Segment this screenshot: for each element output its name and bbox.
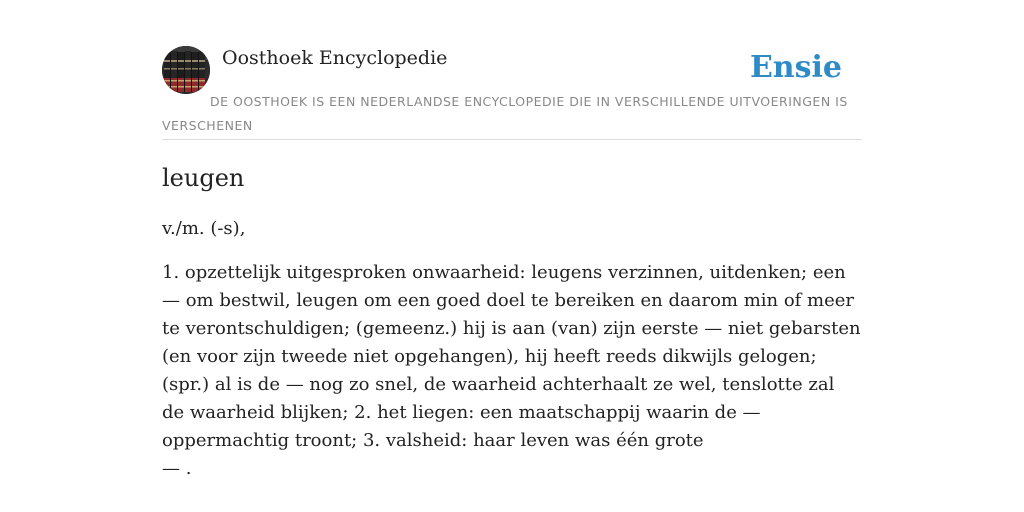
- definition-end: — .: [162, 458, 192, 479]
- definition-text: 1. opzettelijk uitgesproken onwaarheid: leugens verzinnen, uitdenken; een — om bestwil, leugen om een goed doel te bereiken en daarom min of meer te verontschuldigen; (gemeenz.) hij is aan (van) zijn eerste — niet gebarsten (en voor zijn tweede niet opgehangen), hij heeft reeds dikwijls gelogen; (spr.) al is de — nog zo snel, de waarheid achterhaalt ze wel, tenslotte zal de waarheid blijken; 2. het liegen: een maatschappij waarin de — oppermachtig troont; 3. valsheid: haar leven was één grote: [162, 262, 861, 451]
- site-tagline: [162, 90, 862, 138]
- encyclopedia-avatar[interactable]: [162, 46, 210, 94]
- entry-grammar: v./m. (-s),: [162, 218, 246, 239]
- entry-headword: leugen: [162, 164, 245, 192]
- entry-content: [162, 162, 862, 483]
- site-header: [162, 46, 862, 140]
- site-title-link[interactable]: Oosthoek Encyclopedie: [222, 47, 448, 69]
- book-spines-icon: [162, 46, 210, 94]
- tagline-text: DE OOSTHOEK IS EEN NEDERLANDSE ENCYCLOPEDIE DIE IN VERSCHILLENDE UITVOERINGEN IS VERSCHENEN: [162, 94, 848, 133]
- entry-definition: [162, 259, 862, 483]
- ensie-logo-link[interactable]: Ensie: [749, 50, 842, 85]
